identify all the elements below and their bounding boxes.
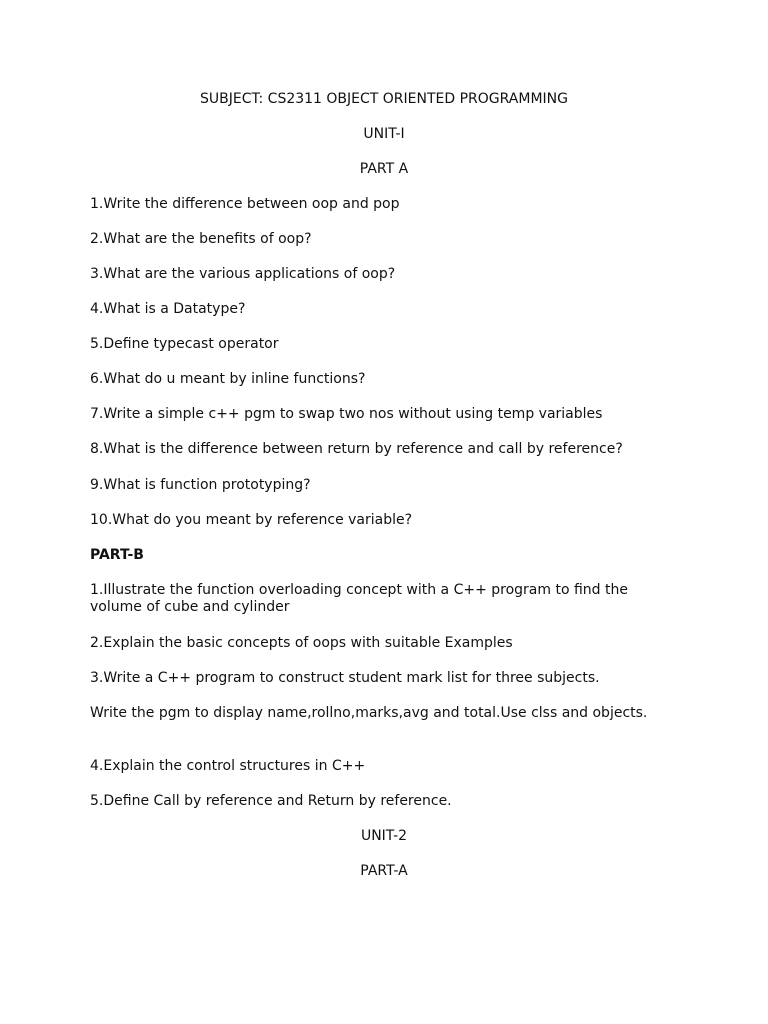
part-b-question-4: 4.Explain the control structures in C++ [90, 758, 366, 774]
part-b-question-1: 1.Illustrate the function overloading concept with a C++ program to find the volume of cube and cylinder [90, 582, 628, 615]
unit-2-title: UNIT-2 [360, 828, 408, 844]
part-a-heading: PART A [359, 161, 409, 177]
unit-2-part-a-heading: PART-A [360, 863, 408, 879]
part-b-question-3: 3.Write a C++ program to construct student mark list for three subjects. [90, 670, 600, 686]
part-a-question-10: 10.What do you meant by reference variable? [90, 512, 413, 528]
unit-1-title: UNIT-I [363, 126, 405, 142]
part-a-question-7: 7.Write a simple c++ pgm to swap two nos without using temp variables [90, 406, 603, 422]
part-a-question-5: 5.Define typecast operator [90, 336, 279, 352]
part-a-question-4: 4.What is a Datatype? [90, 301, 246, 317]
part-a-question-6: 6.What do u meant by inline functions? [90, 371, 366, 387]
part-b-question-3-continuation: Write the pgm to display name,rollno,marks,avg and total.Use clss and objects. [90, 705, 648, 721]
part-a-question-3: 3.What are the various applications of oop? [90, 266, 396, 282]
part-a-question-8: 8.What is the difference between return by reference and call by reference? [90, 441, 623, 457]
part-a-question-2: 2.What are the benefits of oop? [90, 231, 312, 247]
part-a-question-9: 9.What is function prototyping? [90, 477, 311, 493]
part-b-heading: PART-B [90, 547, 144, 563]
part-a-question-1: 1.Write the difference between oop and pop [90, 196, 400, 212]
part-b-question-2: 2.Explain the basic concepts of oops with suitable Examples [90, 635, 513, 651]
part-b-question-5: 5.Define Call by reference and Return by reference. [90, 793, 452, 809]
subject-title: SUBJECT: CS2311 OBJECT ORIENTED PROGRAMMING [200, 91, 568, 107]
